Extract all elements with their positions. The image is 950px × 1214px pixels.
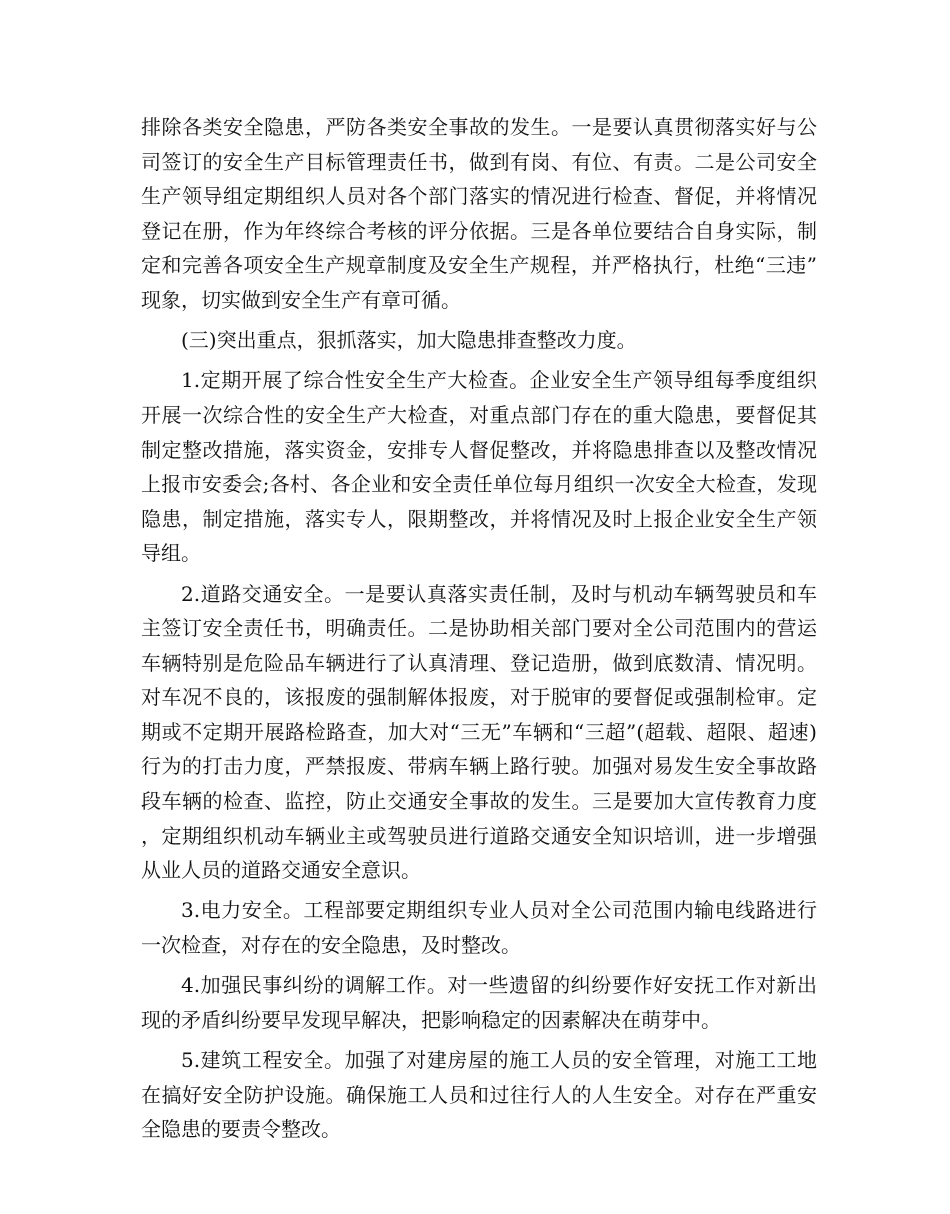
paragraph-item-1: 1.定期开展了综合性安全生产大检查。企业安全生产领导组每季度组织开展一次综合性的安全生产大检查，对重点部门存在的重大隐患，要督促其制定整改措施，落实资金，安排专人督促整改，并将隐患排查以及整改情况上报市安委会;各村、各企业和安全责任单位每月组织一次安全大检查，发现隐患，制定措施，落实专人，限期整改，并将情况及时上报企业安全生产领导组。 xyxy=(141,368,817,566)
paragraph-item-2: 2.道路交通安全。一是要认真落实责任制，及时与机动车辆驾驶员和车主签订安全责任书，明确责任。二是协助相关部门要对全公司范围内的营运车辆特别是危险品车辆进行了认真清理、登记造册，做到底数清、情况明。对车况不良的，该报废的强制解体报废，对于脱审的要督促或强制检审。定期或不定期开展路检路查，加大对“三无”车辆和“三超”(超载、超限、超速)行为的打击力度，严禁报废、带病车辆上路行驶。加强对易发生安全事故路段车辆的检查、监控，防止交通安全事故的发生。三是要加大宣传教育力度，定期组织机动车辆业主或驾驶员进行道路交通安全知识培训，进一步增强从业人员的道路交通安全意识。 xyxy=(141,581,817,883)
paragraph-item-5: 5.建筑工程安全。加强了对建房屋的施工人员的安全管理，对施工工地在搞好安全防护设施。确保施工人员和过往行人的人生安全。对存在严重安全隐患的要责令整改。 xyxy=(141,1048,817,1142)
document-body xyxy=(141,110,817,1152)
section-heading: (三)突出重点，狠抓落实，加大隐患排查整改力度。 xyxy=(181,328,637,353)
paragraph-item-4: 4.加强民事纠纷的调解工作。对一些遗留的纠纷要作好安抚工作对新出现的矛盾纠纷要早发现早解决，把影响稳定的因素解决在萌芽中。 xyxy=(141,973,817,1032)
paragraph-item-3: 3.电力安全。工程部要定期组织专业人员对全公司范围内输电线路进行一次检查，对存在的安全隐患，及时整改。 xyxy=(141,898,817,958)
paragraph-continuation: 排除各类安全隐患，严防各类安全事故的发生。一是要认真贯彻落实好与公司签订的安全生产目标管理责任书，做到有岗、有位、有责。二是公司安全生产领导组定期组织人员对各个部门落实的情况进行检查、督促，并将情况登记在册，作为年终综合考核的评分依据。三是各单位要结合自身实际，制定和完善各项安全生产规章制度及安全生产规程，并严格执行，杜绝“三违”现象，切实做到安全生产有章可循。 xyxy=(141,115,817,312)
